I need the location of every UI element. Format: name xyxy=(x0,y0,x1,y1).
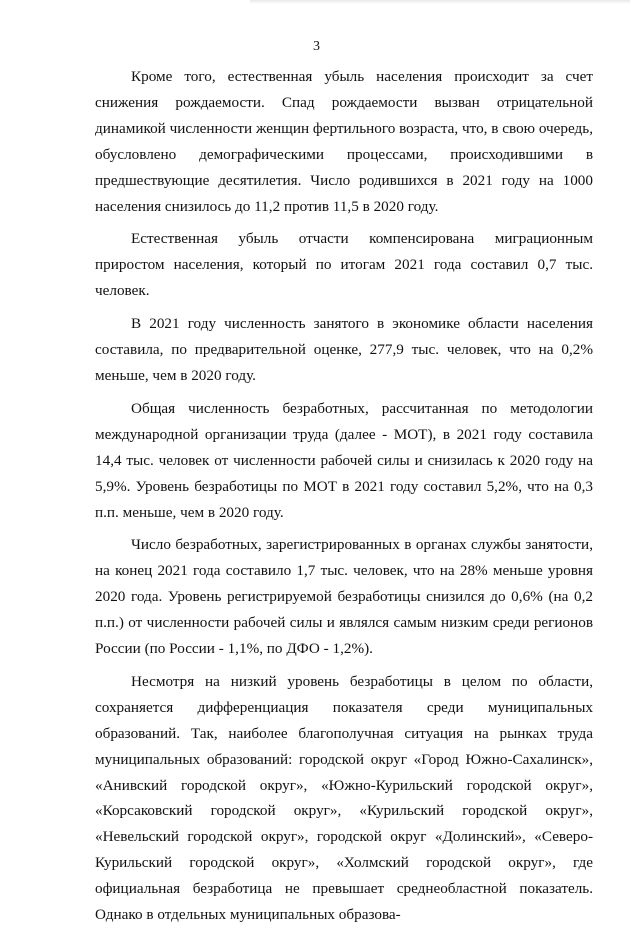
paragraph-migration: Естественная убыль отчасти компенсирована миграционным приростом населения, который по итогам 2021 года составил 0,7 тыс. человек. xyxy=(95,230,593,300)
paragraph-employment: В 2021 году численность занятого в экономике области населения составила, по предварительной оценке, 277,9 тыс. человек, что на 0,2% меньше, чем в 2020 году. xyxy=(95,315,593,384)
paragraph-municipal-differentiation: Несмотря на низкий уровень безработицы в целом по области, сохраняется дифференциация показателя среди муниципальных образований. Так, наиболее благополучная ситуация на рынках труда муниципальных образований: городской округ «Город Южно-Сахалинск», «Анивский городской округ», «Южно-Курильский городской округ», «Корсаковский городской округ», «Курильский городской округ», «Невельский городской округ», городской округ «Долинский», «Северо-Курильский городской округ», «Холмский городской округ», где официальная безработица не превышает среднеобластной показатель. Однако в отдельных муниципальных образова- xyxy=(95,672,593,924)
paragraph-birth-rate: Кроме того, естественная убыль населения происходит за счет снижения рождаемости. Спад рождаемости вызван отрицательной динамикой численности женщин фертильного возраста, что, в свою очередь, обусловлено демографическими процессами, происходившими в предшествующие десятилетия. Число родившихся в 2021 году на 1000 населения снизилось до 11,2 против 11,5 в 2020 году. xyxy=(95,68,593,215)
paragraph-unemployment-ilo: Общая численность безработных, рассчитанная по методологии международной организации труда (далее - МОТ), в 2021 году составила 14,4 тыс. человек от численности рабочей силы и снизилась к 2020 году на 5,9%. Уровень безработицы по МОТ в 2021 году составил 5,2%, что на 0,3 п.п. меньше, чем в 2020 году. xyxy=(95,399,593,521)
scan-edge-shadow xyxy=(250,0,630,4)
document-body xyxy=(95,64,593,935)
paragraph-registered-unemployment: Число безработных, зарегистрированных в органах службы занятости, на конец 2021 года составило 1,7 тыс. человек, что на 28% меньше уровня 2020 года. Уровень регистрируемой безработицы снизился до 0,6% (на 0,2 п.п.) от численности рабочей силы и являлся самым низким среди регионов России (по России - 1,1%, по ДФО - 1,2%). xyxy=(95,536,593,658)
page-number: 3 xyxy=(313,39,320,54)
